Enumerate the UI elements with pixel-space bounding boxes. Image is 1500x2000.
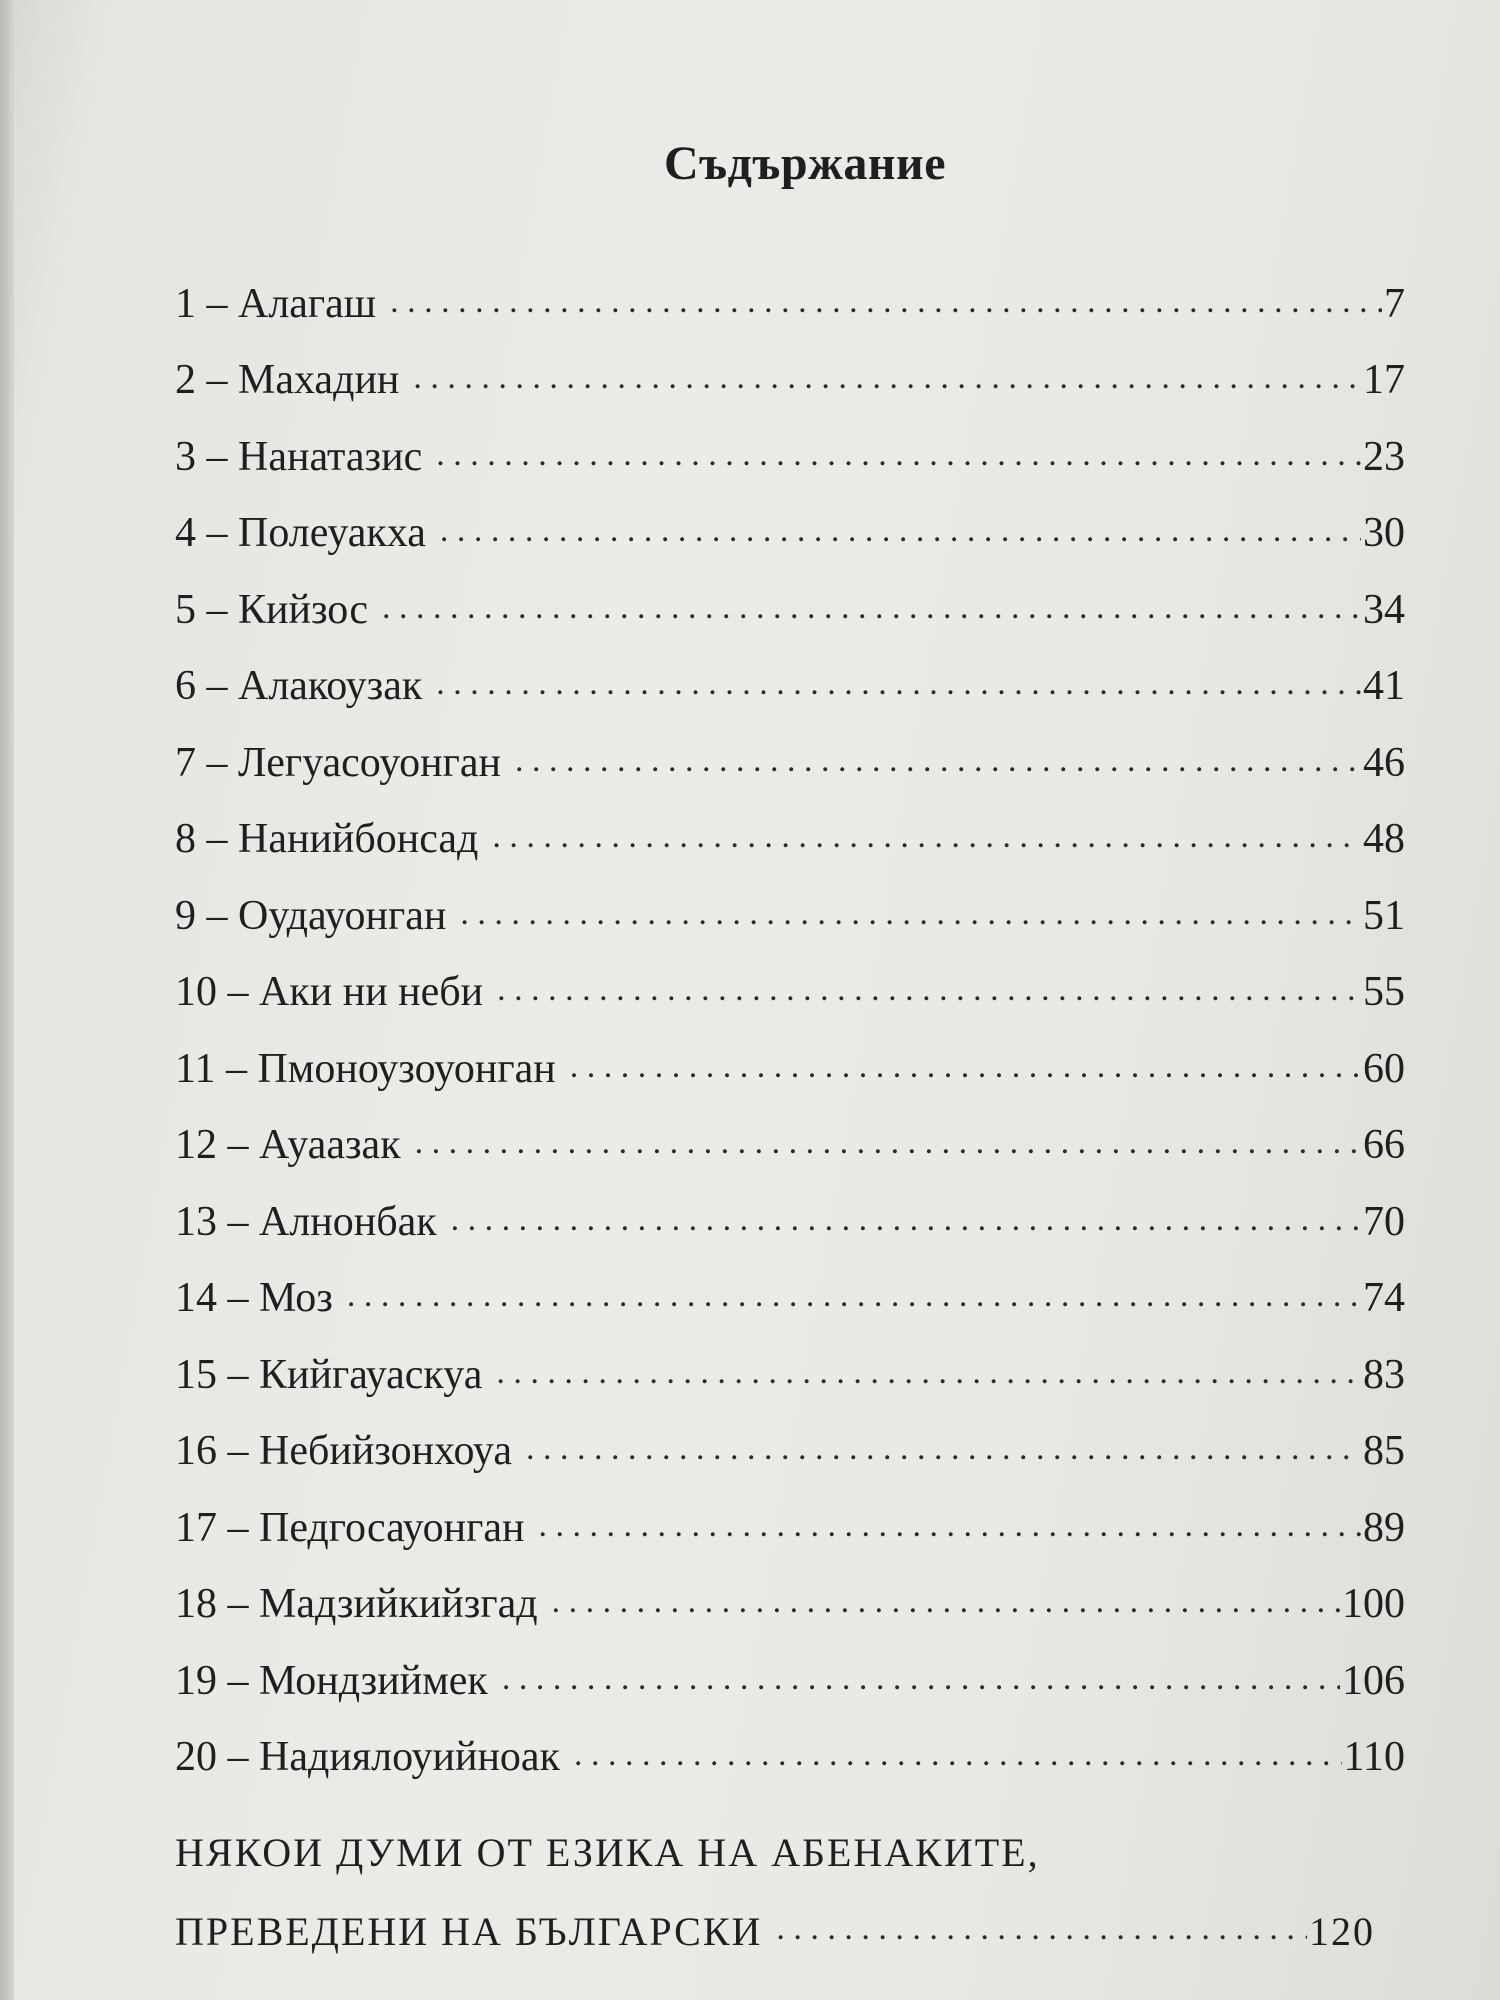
toc-entry-label: 19 – Мондзиймек [175,1657,488,1704]
toc-entry [175,1166,1405,1243]
dot-leader [497,973,1361,1007]
toc-entry-page: 85 [1363,1428,1405,1474]
toc-entry-label: 15 – Кийгауаскуа [175,1351,483,1398]
toc-entry [175,401,1405,478]
toc-entry-label: 12 – Ауаазак [175,1122,401,1168]
page-title: Съдържание [663,137,947,191]
dot-leader [436,667,1361,701]
appendix-page: 120 [1309,1909,1375,1954]
toc-entry [175,1702,1405,1779]
dot-leader [574,1738,1342,1772]
toc-entry-page: 30 [1363,510,1405,556]
toc-entry-page: 51 [1363,892,1405,939]
toc-entry-label: 3 – Нанатазис [175,433,423,480]
toc-entry-page: 100 [1342,1581,1405,1627]
dot-leader [390,285,1382,319]
toc-entry-label: 4 – Полеуакха [175,510,426,556]
dot-leader [413,361,1361,395]
toc-entry [175,1013,1405,1090]
toc-entry [175,554,1405,631]
toc-entry [175,1625,1405,1702]
dot-leader [492,820,1361,854]
toc-entry-label: 1 – Алагаш [175,280,377,327]
appendix-label-line2: ПРЕВЕДЕНИ НА БЪЛГАРСКИ [175,1909,763,1954]
toc-entry-page: 74 [1363,1275,1405,1321]
toc-entry-page: 34 [1363,586,1405,633]
toc-entry [175,1319,1405,1396]
toc-entry-page: 110 [1343,1734,1405,1780]
toc-entry [175,1243,1405,1320]
toc-entry-page: 55 [1363,969,1405,1015]
toc-entry [175,325,1405,402]
toc-entry-label: 14 – Моз [175,1275,333,1321]
dot-leader [451,1203,1361,1237]
page-binding-edge [0,0,14,2000]
dot-leader [436,438,1361,472]
toc-entry [175,707,1405,784]
toc-entry [175,478,1405,555]
toc-entry-label: 10 – Аки ни неби [175,969,484,1015]
toc-entry-label: 17 – Педгосауонган [175,1504,525,1551]
toc-entry [175,631,1405,708]
toc-entry [175,1090,1405,1167]
toc-entry [175,1396,1405,1473]
toc-entry-label: 8 – Нанийбонсад [175,816,479,862]
table-of-contents [175,248,1405,1778]
toc-entry-label: 16 – Небийзонхоуа [175,1428,513,1474]
toc-entry [175,937,1405,1014]
toc-entry-page: 83 [1363,1351,1405,1398]
dot-leader [460,897,1361,931]
toc-entry-page: 17 [1363,357,1405,403]
dot-leader [570,1050,1361,1084]
dot-leader [415,1126,1361,1160]
dot-leader [515,744,1361,778]
toc-entry-page: 23 [1363,433,1405,480]
toc-entry-label: 7 – Легуасоуонган [175,739,501,786]
toc-entry-page: 70 [1363,1198,1405,1245]
toc-entry-label: 2 – Махадин [175,357,400,403]
dot-leader [526,1432,1361,1466]
dot-leader [347,1279,1361,1313]
toc-entry-label: 5 – Кийзос [175,586,368,633]
toc-entry-page: 66 [1363,1122,1405,1168]
toc-entry [175,1472,1405,1549]
toc-entry-label: 9 – Оудауонган [175,892,447,939]
dot-leader [502,1662,1340,1696]
toc-entry-label: 20 – Надиялоуийноак [175,1734,560,1780]
toc-entry-label: 13 – Алнонбак [175,1198,437,1245]
toc-entry-page: 89 [1363,1504,1405,1551]
appendix-label-line1: НЯКОИ ДУМИ ОТ ЕЗИКА НА АБЕНАКИТЕ, [175,1830,1040,1875]
dot-leader [552,1585,1340,1619]
toc-entry-page: 60 [1363,1045,1405,1092]
dot-leader [496,1356,1361,1390]
toc-entry-page: 46 [1363,739,1405,786]
appendix-entry [175,1800,1375,1952]
toc-entry [175,248,1405,325]
dot-leader [440,514,1361,548]
toc-entry [175,860,1405,937]
toc-entry-page: 106 [1342,1657,1405,1704]
dot-leader [776,1912,1307,1946]
toc-entry-label: 18 – Мадзийкийзгад [175,1581,538,1627]
toc-entry [175,784,1405,861]
toc-entry-label: 11 – Пмоноузоуонган [175,1045,556,1092]
toc-entry [175,1549,1405,1626]
toc-entry-page: 7 [1384,280,1405,327]
dot-leader [382,591,1361,625]
toc-entry-page: 41 [1363,663,1405,709]
toc-entry-page: 48 [1363,816,1405,862]
dot-leader [538,1509,1361,1543]
toc-entry-label: 6 – Алакоузак [175,663,423,709]
